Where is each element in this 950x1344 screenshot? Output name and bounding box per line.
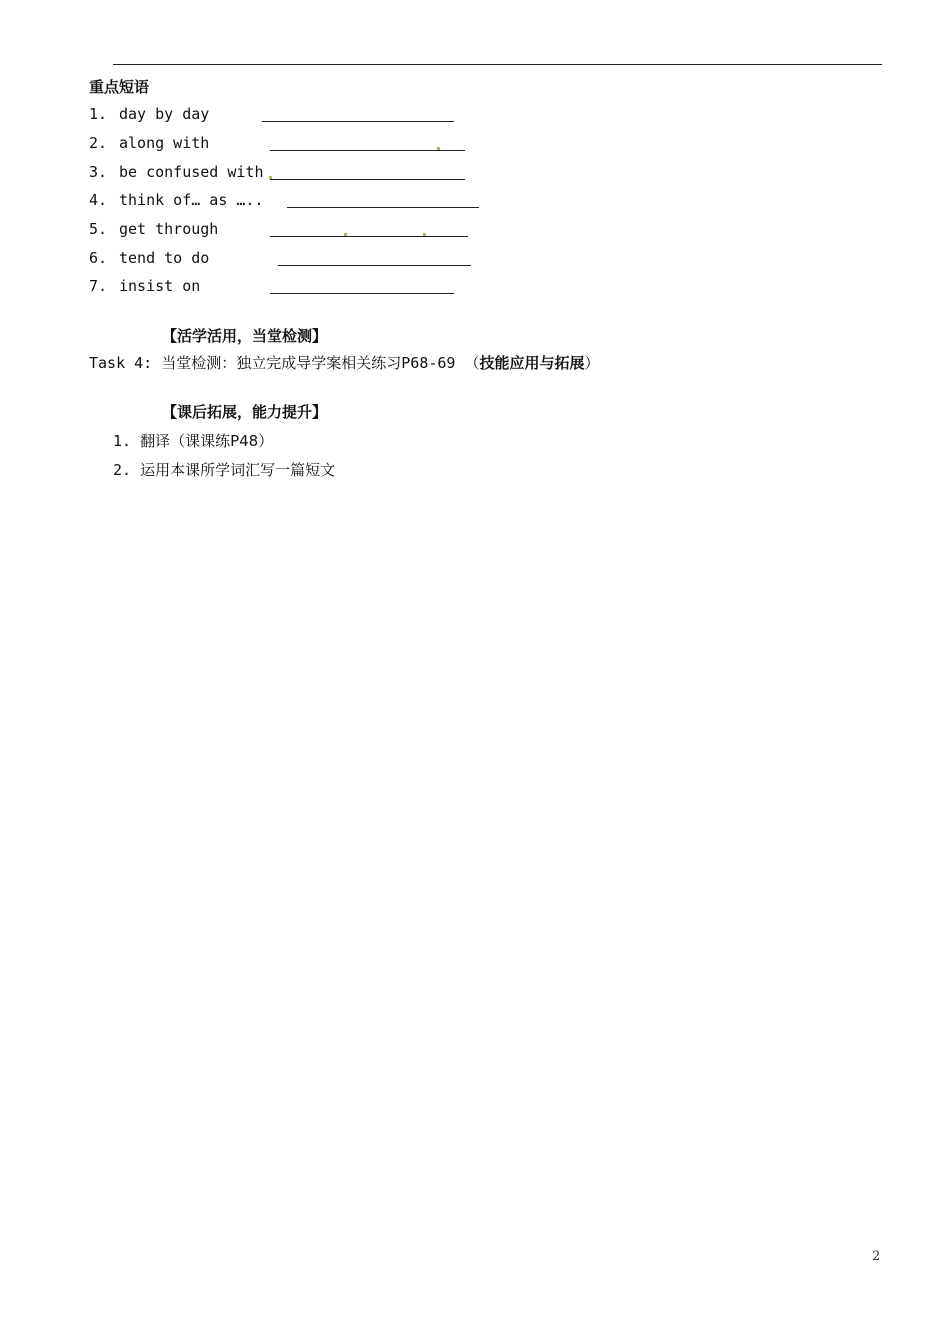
extension-item-number: 1. xyxy=(113,432,132,450)
extension-item-text: 运用本课所学词汇写一篇短文 xyxy=(140,461,336,479)
phrase-item xyxy=(89,133,209,153)
phrase-item xyxy=(89,219,218,239)
header-rule xyxy=(113,64,882,65)
mark-dot xyxy=(344,233,347,236)
phrase-text: get through xyxy=(119,220,219,238)
task-label: Task 4: xyxy=(89,354,153,372)
phrase-text: tend to do xyxy=(119,249,210,267)
task-close-paren: ） xyxy=(584,354,600,372)
answer-blank[interactable] xyxy=(287,207,479,208)
task-text: 当堂检测：独立完成导学案相关练习 xyxy=(161,354,402,372)
mark-dot xyxy=(269,176,272,179)
phrase-text: along with xyxy=(119,134,210,152)
phrase-number: 6. xyxy=(89,249,108,267)
phrase-number: 5. xyxy=(89,220,108,238)
mark-dot xyxy=(423,233,426,236)
phrase-text: insist on xyxy=(119,277,201,295)
phrase-item xyxy=(89,104,209,124)
practice-section-title: 【活学活用，当堂检测】 xyxy=(162,327,328,345)
phrase-number: 7. xyxy=(89,277,108,295)
answer-blank[interactable] xyxy=(270,179,465,180)
extension-item xyxy=(113,459,335,480)
extension-item-text: 翻译（课课练P48） xyxy=(140,432,274,450)
task-open-paren: （ xyxy=(464,354,480,372)
phrase-item xyxy=(89,276,200,296)
phrase-item xyxy=(89,248,209,268)
task-4-line xyxy=(89,352,600,373)
phrase-number: 4. xyxy=(89,191,108,209)
extension-item-number: 2. xyxy=(113,461,132,479)
task-pages: P68-69 xyxy=(401,354,456,372)
answer-blank[interactable] xyxy=(270,293,454,294)
phrase-number: 2. xyxy=(89,134,108,152)
task-bold-text: 技能应用与拓展 xyxy=(479,354,585,372)
key-phrases-heading: 重点短语 xyxy=(89,78,150,96)
phrase-number: 1. xyxy=(89,105,108,123)
answer-blank[interactable] xyxy=(270,150,465,151)
phrase-text: day by day xyxy=(119,105,210,123)
answer-blank[interactable] xyxy=(270,236,468,237)
phrase-text: be confused with xyxy=(119,163,264,181)
phrase-number: 3. xyxy=(89,163,108,181)
extension-section-title: 【课后拓展，能力提升】 xyxy=(162,403,328,421)
page-number: 2 xyxy=(872,1249,881,1264)
phrase-text: think of… as ….. xyxy=(119,191,264,209)
answer-blank[interactable] xyxy=(262,121,454,122)
phrase-item xyxy=(89,162,264,182)
mark-dot xyxy=(437,147,440,150)
answer-blank[interactable] xyxy=(278,265,471,266)
phrase-item xyxy=(89,190,264,210)
extension-item xyxy=(113,430,273,451)
